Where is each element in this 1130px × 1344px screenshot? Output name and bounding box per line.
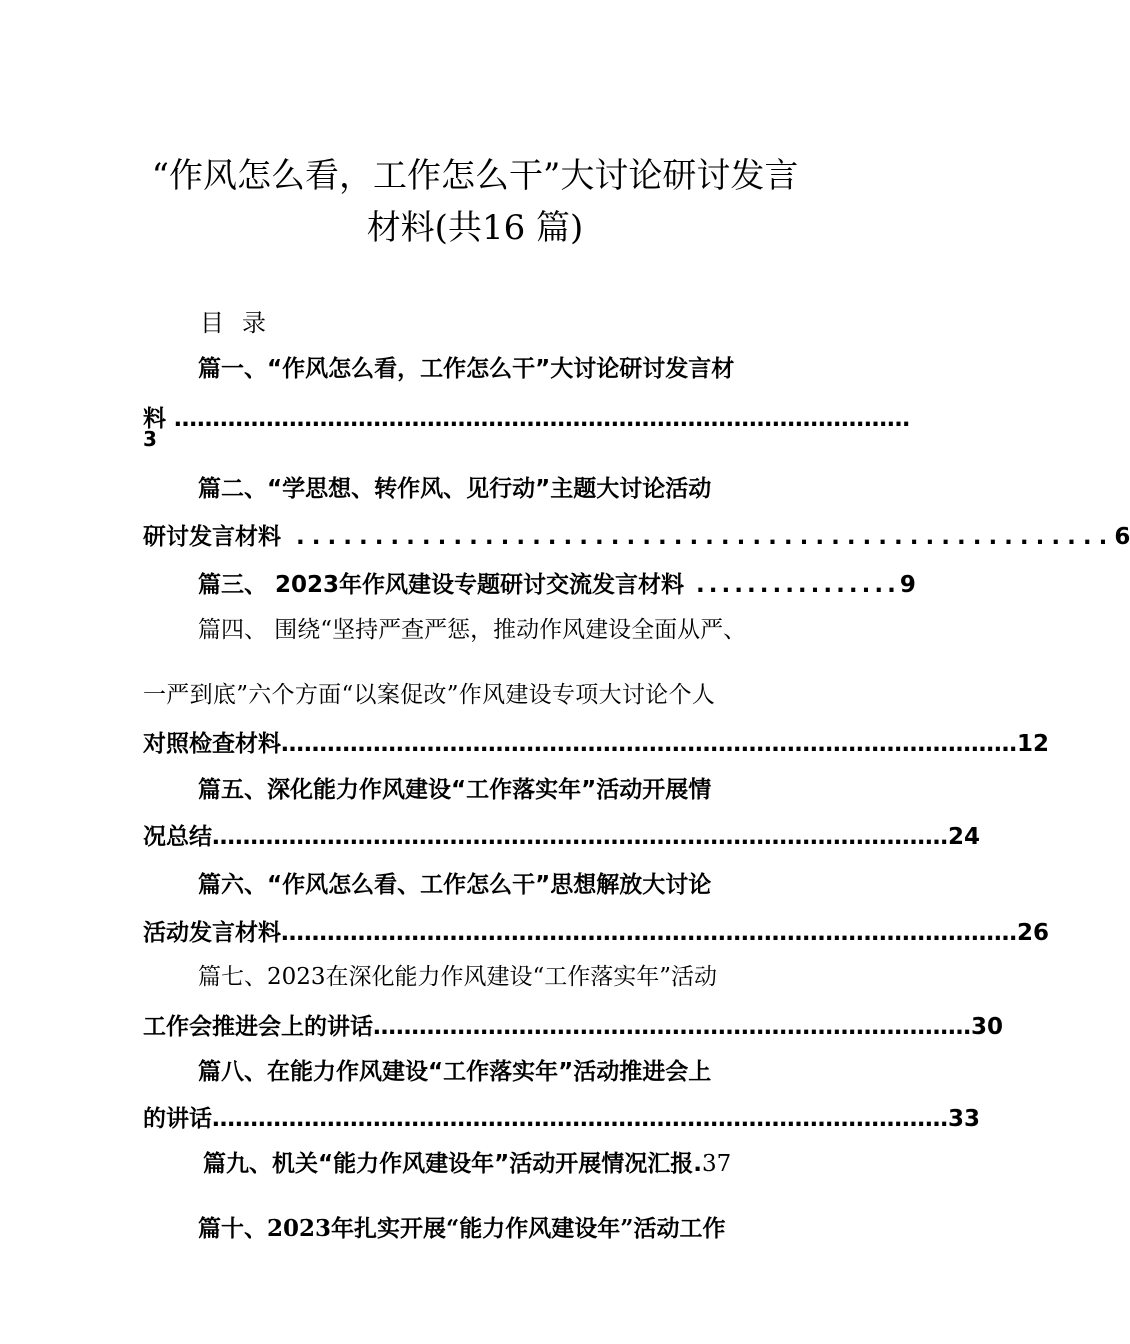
toc-leader: ................ xyxy=(684,572,900,598)
toc-entry-9-page: 37 xyxy=(701,1151,732,1177)
toc-entry-7-text: 工作会推进会上的讲话 xyxy=(143,1014,373,1040)
toc-entry-1-text: 料 xyxy=(143,406,166,432)
toc-entry-3-text: 篇三、 2023年作风建设专题研讨交流发言材料 xyxy=(198,572,685,598)
toc-leader: …………………………………………………………………………………… xyxy=(212,824,948,850)
toc-entry-8-line-1[interactable]: 篇八、在能力作风建设“工作落实年”活动推进会上 xyxy=(198,1059,712,1085)
toc-leader: …………………………………………………………………………………… xyxy=(166,406,911,432)
toc-entry-4-line-1[interactable]: 篇四、 围绕“坚持严查严惩，推动作风建设全面从严、 xyxy=(198,617,747,643)
toc-entry-4-line-2[interactable]: 一严到底”六个方面“以案促改”作风建设专项大讨论个人 xyxy=(143,682,716,708)
toc-entry-5-page: 24 xyxy=(948,824,981,850)
toc-entry-5-text: 况总结 xyxy=(143,824,212,850)
toc-entry-8-text: 的讲话 xyxy=(143,1106,212,1132)
toc-entry-5-line-1[interactable]: 篇五、深化能力作风建设“工作落实年”活动开展情 xyxy=(198,777,712,803)
toc-entry-9-text: 篇九、机关“能力作风建设年”活动开展情况汇报. xyxy=(203,1151,702,1177)
toc-entry-7-page: 30 xyxy=(971,1014,1004,1040)
toc-entry-6-line-2[interactable] xyxy=(143,914,1050,947)
toc-leader: …………………………………………………………………………………… xyxy=(212,1106,948,1132)
document-title-line-2: 材料(共16 篇) xyxy=(366,208,584,248)
toc-entry-2-text: 研讨发言材料 xyxy=(143,524,281,550)
toc-entry-2-line-2[interactable] xyxy=(143,518,1130,551)
toc-entry-7-line-1[interactable]: 篇七、2023在深化能力作风建设“工作落实年”活动 xyxy=(198,964,718,990)
toc-entry-3-page: 9 xyxy=(899,572,916,598)
toc-entry-9-line-1[interactable] xyxy=(203,1145,803,1178)
toc-leader: .................................................... xyxy=(281,524,1115,550)
document-title-line-1: “作风怎么看，工作怎么干”大讨论研讨发言 xyxy=(151,156,799,196)
toc-entry-2-line-1[interactable]: 篇二、“学思想、转作风、见行动”主题大讨论活动 xyxy=(198,476,712,502)
toc-entry-1-line-1[interactable]: 篇一、“作风怎么看，工作怎么干”大讨论研讨发言材 xyxy=(198,356,735,382)
toc-heading: 目录 xyxy=(200,309,284,337)
toc-leader: …………………………………………………………………………………… xyxy=(281,731,1017,757)
toc-entry-2-page: 6 xyxy=(1114,524,1130,550)
toc-entry-5-line-2[interactable] xyxy=(143,818,981,851)
toc-leader: …………………………………………………………………………………… xyxy=(281,920,1017,946)
toc-entry-8-line-2[interactable] xyxy=(143,1100,981,1133)
toc-entry-4-text: 对照检查材料 xyxy=(143,731,281,757)
toc-entry-3-line-1[interactable] xyxy=(198,566,916,599)
toc-entry-1-line-2[interactable] xyxy=(143,400,911,433)
toc-leader: …………………………………………………………………… xyxy=(373,1014,971,1040)
toc-entry-4-line-3[interactable] xyxy=(143,725,1050,758)
toc-entry-7-line-2[interactable] xyxy=(143,1008,1004,1041)
toc-entry-4-page: 12 xyxy=(1017,731,1050,757)
toc-entry-8-page: 33 xyxy=(948,1106,981,1132)
toc-entry-6-line-1[interactable]: 篇六、“作风怎么看、工作怎么干”思想解放大讨论 xyxy=(198,872,712,898)
toc-entry-6-page: 26 xyxy=(1017,920,1050,946)
toc-entry-10-line-1[interactable]: 篇十、2023年扎实开展“能力作风建设年”活动工作 xyxy=(198,1215,726,1242)
toc-entry-6-text: 活动发言材料 xyxy=(143,920,281,946)
toc-entry-1-page: 3 xyxy=(143,427,157,451)
